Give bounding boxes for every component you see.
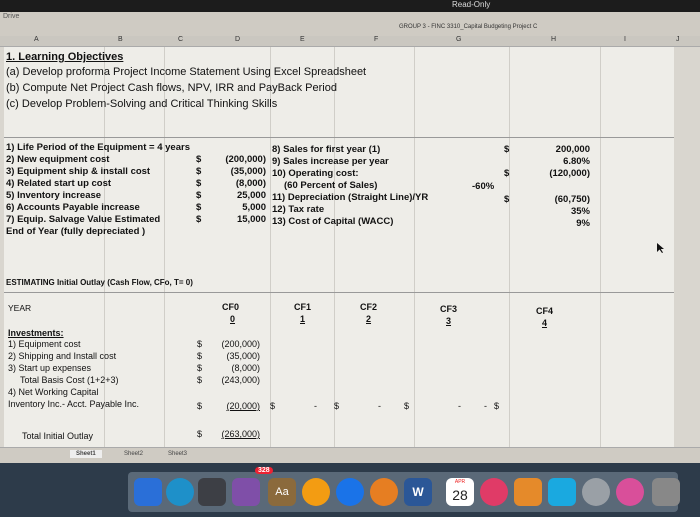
outlay-row-label: 4) Net Working Capital: [8, 387, 99, 397]
assumption-dollar: $: [196, 190, 202, 201]
outlay-row-value[interactable]: (35,000): [226, 351, 260, 361]
outlay-row-label: Total Basis Cost (1+2+3): [20, 375, 119, 385]
assumption-dollar: $: [196, 202, 202, 213]
settings-icon[interactable]: [582, 478, 610, 506]
outlay-row-dollar: $: [197, 401, 203, 411]
column-header-a[interactable]: A: [34, 36, 39, 43]
cf-period: 3: [446, 316, 452, 326]
assumption-value[interactable]: 9%: [576, 218, 590, 229]
dictionary-icon[interactable]: Aa: [268, 478, 296, 506]
cf-period: 2: [366, 314, 372, 324]
vlc-icon[interactable]: [370, 478, 398, 506]
column-header-g[interactable]: G: [456, 36, 462, 43]
read-only-label: Read-Only: [452, 0, 491, 9]
outlay-row-value[interactable]: (200,000): [221, 339, 260, 349]
photos-app-icon[interactable]: [232, 478, 260, 506]
appstore-icon[interactable]: [548, 478, 576, 506]
section-divider: [4, 292, 674, 293]
outlay-row-label: 2) Shipping and Install cost: [8, 351, 117, 361]
spreadsheet-grid[interactable]: [4, 47, 674, 457]
outlay-row-dollar: $: [197, 375, 203, 385]
objective-c: (c) Develop Problem-Solving and Critical Thinking Skills: [6, 98, 278, 110]
cf-header: CF0: [222, 302, 240, 312]
drive-label: Drive: [3, 13, 20, 20]
assumption-label: 2) New equipment cost: [6, 154, 110, 165]
assumption-label: 13) Cost of Capital (WACC): [272, 216, 394, 227]
assumption-value[interactable]: 25,000: [236, 190, 266, 201]
assumption-label: 11) Depreciation (Straight Line)/YR: [272, 192, 429, 203]
grid-line: [334, 47, 335, 457]
grid-line: [509, 47, 510, 457]
objective-a: (a) Develop proforma Project Income Statement Using Excel Spreadsheet: [6, 66, 367, 78]
ribbon: [0, 12, 700, 37]
assumption-label: End of Year (fully depreciated ): [6, 226, 146, 237]
tab-sheet3[interactable]: Sheet3: [168, 451, 188, 457]
nwc-cf4-dollar: $: [494, 401, 500, 411]
nwc-cf3-value[interactable]: -: [458, 401, 461, 411]
cf-period: 4: [542, 318, 548, 328]
assumption-label: 5) Inventory increase: [6, 190, 102, 201]
grid-line: [414, 47, 415, 457]
assumption-label: 1) Life Period of the Equipment = 4 years: [6, 142, 190, 153]
total-outlay-dollar: $: [197, 429, 203, 439]
document-title: GROUP 3 - FINC 3310_Capital Budgeting Project C: [399, 24, 538, 30]
assumption-label: 8) Sales for first year (1): [272, 144, 381, 155]
column-header-b[interactable]: B: [118, 36, 123, 43]
assumption-dollar: $: [196, 178, 202, 189]
outlay-row-dollar: $: [197, 363, 203, 373]
cf-header: CF3: [440, 304, 458, 314]
firefox-icon[interactable]: [302, 478, 330, 506]
assumption-dollar: $: [196, 154, 202, 165]
investments-label: Investments:: [8, 328, 64, 338]
assumption-value[interactable]: (35,000): [230, 166, 266, 177]
assumption-value[interactable]: (200,000): [225, 154, 266, 165]
total-outlay-value[interactable]: (263,000): [221, 429, 260, 439]
nwc-cf3-dollar: $: [404, 401, 410, 411]
outlay-row-dollar: $: [197, 339, 203, 349]
calendar-icon[interactable]: [446, 478, 474, 506]
column-header-f[interactable]: F: [374, 36, 379, 43]
assumption-value[interactable]: 35%: [570, 206, 590, 217]
launchpad-icon[interactable]: [166, 478, 194, 506]
outlay-title: ESTIMATING Initial Outlay (Cash Flow, CFo, T= 0): [6, 278, 193, 287]
itunes-icon[interactable]: [480, 478, 508, 506]
year-label: YEAR: [8, 303, 32, 313]
assumption-value[interactable]: (60,750): [554, 194, 590, 205]
assumption-label: (60 Percent of Sales): [284, 180, 378, 191]
assumption-dollar: $: [196, 166, 202, 177]
mouse-cursor-icon: [657, 243, 665, 253]
assumption-value[interactable]: 15,000: [236, 214, 266, 225]
outlay-row-label: 1) Equipment cost: [8, 339, 81, 349]
sheet-tabs: [0, 447, 700, 464]
ibooks-icon[interactable]: [514, 478, 542, 506]
column-header-j[interactable]: J: [676, 36, 680, 43]
cf-period: 1: [300, 314, 306, 324]
nwc-cf4-value[interactable]: -: [484, 401, 487, 411]
outlay-row-value[interactable]: (243,000): [221, 375, 260, 385]
tab-sheet2[interactable]: Sheet2: [124, 451, 144, 457]
outlay-row-value[interactable]: (20,000): [226, 401, 260, 411]
assumption-dollar: $: [504, 194, 510, 205]
column-headers: [0, 36, 700, 47]
menu-bar: [0, 0, 700, 12]
column-header-i[interactable]: I: [624, 36, 626, 43]
assumption-value[interactable]: (8,000): [235, 178, 266, 189]
column-header-c[interactable]: C: [178, 36, 184, 43]
outlay-row-value[interactable]: (8,000): [231, 363, 260, 373]
section-divider: [4, 137, 674, 138]
outlay-row-label: 3) Start up expenses: [8, 363, 92, 373]
assumption-label: 12) Tax rate: [272, 204, 325, 215]
nwc-cf2-dollar: $: [334, 401, 340, 411]
grid-line: [600, 47, 601, 457]
photos-icon[interactable]: [616, 478, 644, 506]
assumption-value[interactable]: 6.80%: [563, 156, 590, 167]
outlay-row-label: Inventory Inc.- Acct. Payable Inc.: [8, 399, 140, 409]
word-icon[interactable]: W: [404, 478, 432, 506]
cf-period: 0: [230, 314, 236, 324]
column-header-h[interactable]: H: [551, 36, 557, 43]
total-outlay-label: Total Initial Outlay: [22, 431, 94, 441]
assumption-label: 7) Equip. Salvage Value Estimated: [6, 214, 161, 225]
nwc-cf1-dollar: $: [270, 401, 276, 411]
column-header-e[interactable]: E: [300, 36, 305, 43]
assumption-value[interactable]: 5,000: [242, 202, 266, 213]
assumption-dollar: $: [196, 214, 202, 225]
objective-b: (b) Compute Net Project Cash flows, NPV, IRR and PayBack Period: [6, 82, 337, 94]
rocket-icon[interactable]: [198, 478, 226, 506]
finder-icon[interactable]: [134, 478, 162, 506]
assumption-dollar: $: [504, 168, 510, 179]
assumption-label: 6) Accounts Payable increase: [6, 202, 140, 213]
cf-header: CF2: [360, 302, 378, 312]
assumption-label: 4) Related start up cost: [6, 178, 112, 189]
cf-header: CF1: [294, 302, 312, 312]
column-header-d[interactable]: D: [235, 36, 241, 43]
cf-header: CF4: [536, 306, 554, 316]
assumption-label: 9) Sales increase per year: [272, 156, 389, 167]
objectives-title: 1. Learning Objectives: [6, 51, 124, 63]
assumption-value[interactable]: 200,000: [555, 144, 590, 155]
outlay-row-dollar: $: [197, 351, 203, 361]
nwc-cf1-value[interactable]: -: [314, 401, 317, 411]
tab-sheet1[interactable]: Sheet1: [70, 450, 102, 458]
assumption-label: 10) Operating cost:: [272, 168, 359, 179]
trash-icon[interactable]: [652, 478, 680, 506]
calendar-month: APR: [454, 479, 466, 485]
assumption-value[interactable]: (120,000): [549, 168, 590, 179]
calendar-day: 28: [452, 487, 468, 503]
notification-badge: 328: [255, 467, 273, 474]
assumption-label: 3) Equipment ship & install cost: [6, 166, 151, 177]
chrome-icon[interactable]: [336, 478, 364, 506]
assumption-dollar: $: [504, 144, 510, 155]
percent-60-cell[interactable]: -60%: [472, 181, 495, 192]
nwc-cf2-value[interactable]: -: [378, 401, 381, 411]
